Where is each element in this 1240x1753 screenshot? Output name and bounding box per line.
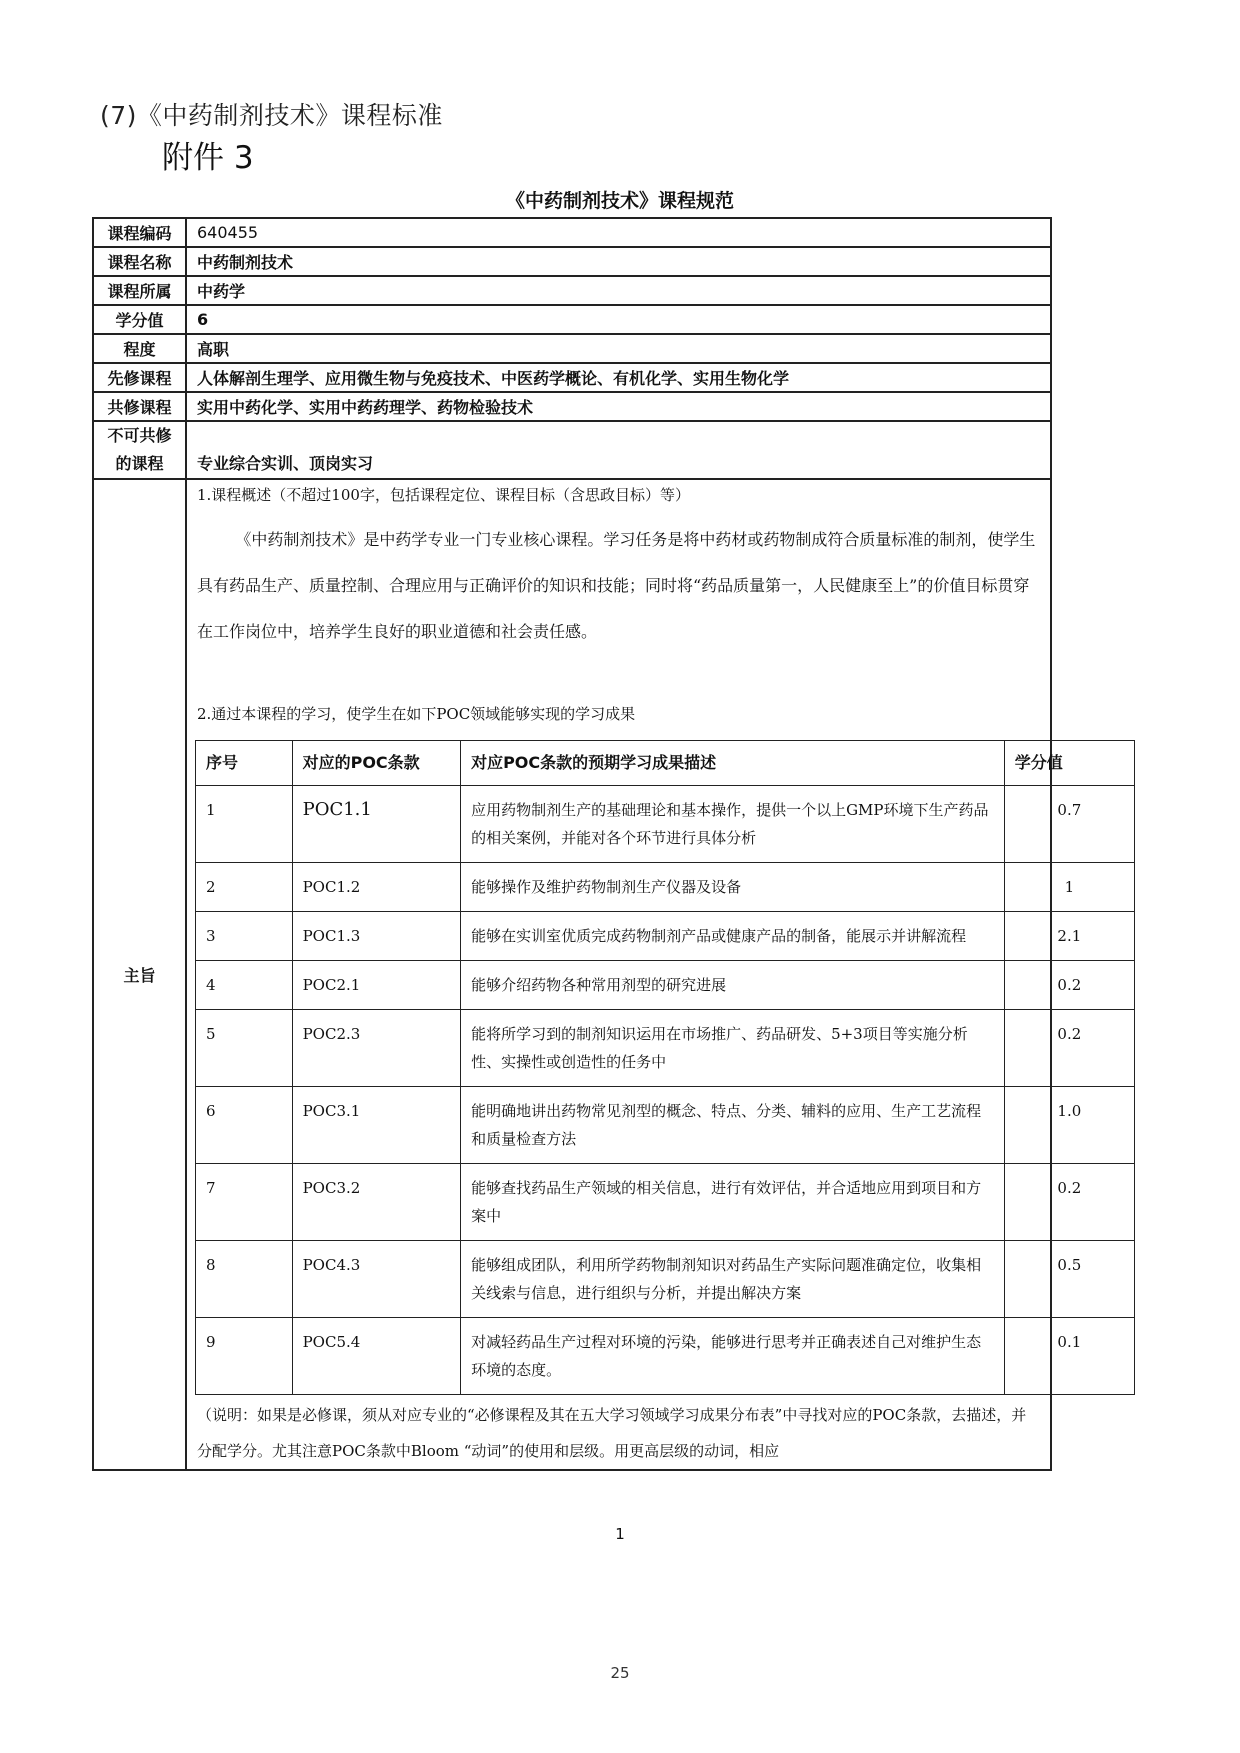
note-text: （说明：如果是必修课，须从对应专业的“必修课程及其在五大学习领域学习成果分布表”中寻找对应的POC条款，去描述，并分配学分。尤其注意POC条款中Bloom “动词”的使用和层级。用更高层级的动词，相应 bbox=[197, 1406, 1027, 1460]
poc-row bbox=[196, 1087, 1135, 1164]
info-row bbox=[93, 276, 1051, 305]
poc-cell-no: 8 bbox=[196, 1241, 293, 1318]
poc-cell-credit: 1.0 bbox=[1004, 1087, 1134, 1164]
section-heading: (7)《中药制剂技术》课程标准 bbox=[100, 101, 443, 130]
info-label: 课程所属 bbox=[93, 276, 186, 305]
poc-cell-no: 4 bbox=[196, 961, 293, 1010]
info-value: 640455 bbox=[186, 218, 1051, 247]
poc-cell-credit: 0.2 bbox=[1004, 1010, 1134, 1087]
poc-cell-credit: 0.2 bbox=[1004, 1164, 1134, 1241]
outcomes-heading: 2.通过本课程的学习，使学生在如下POC领域能够实现的学习成果 bbox=[197, 705, 636, 723]
info-value: 中药制剂技术 bbox=[186, 247, 1051, 276]
info-label: 课程名称 bbox=[93, 247, 186, 276]
poc-cell-poc: POC2.1 bbox=[292, 961, 460, 1010]
poc-cell-no: 2 bbox=[196, 863, 293, 912]
page-number-inner: 1 bbox=[615, 1525, 625, 1543]
no-co-label-line1: 不可共修 bbox=[107, 426, 172, 445]
poc-cell-poc: POC3.2 bbox=[292, 1164, 460, 1241]
poc-cell-poc: POC1.2 bbox=[292, 863, 460, 912]
poc-row bbox=[196, 912, 1135, 961]
attachment-label: 附件 3 bbox=[162, 140, 254, 176]
poc-row bbox=[196, 786, 1135, 863]
poc-cell-desc: 能够操作及维护药物制剂生产仪器及设备 bbox=[461, 863, 1005, 912]
info-label: 先修课程 bbox=[93, 363, 186, 392]
spec-title: 《中药制剂技术》课程规范 bbox=[505, 190, 734, 212]
info-row bbox=[93, 305, 1051, 334]
info-value: 高职 bbox=[186, 334, 1051, 363]
poc-row bbox=[196, 863, 1135, 912]
poc-cell-desc: 能将所学习到的制剂知识运用在市场推广、药品研发、5+3项目等实施分析性、实操性或创造性的任务中 bbox=[461, 1010, 1005, 1087]
main-content bbox=[186, 479, 1082, 1470]
info-row bbox=[93, 247, 1051, 276]
info-label: 程度 bbox=[93, 334, 186, 363]
poc-cell-no: 1 bbox=[196, 786, 293, 863]
info-value: 实用中药化学、实用中药药理学、药物检验技术 bbox=[186, 392, 1051, 421]
poc-row bbox=[196, 1010, 1135, 1087]
poc-header-desc: 对应POC条款的预期学习成果描述 bbox=[461, 741, 1005, 786]
poc-cell-desc: 能明确地讲出药物常见剂型的概念、特点、分类、辅料的应用、生产工艺流程和质量检查方法 bbox=[461, 1087, 1005, 1164]
poc-cell-credit: 2.1 bbox=[1004, 912, 1134, 961]
info-label: 共修课程 bbox=[93, 392, 186, 421]
poc-header-poc: 对应的POC条款 bbox=[292, 741, 460, 786]
poc-row bbox=[196, 1241, 1135, 1318]
poc-cell-no: 7 bbox=[196, 1164, 293, 1241]
no-co-label-line2: 的课程 bbox=[115, 454, 164, 473]
main-label: 主旨 bbox=[93, 479, 186, 1470]
poc-cell-credit: 0.1 bbox=[1004, 1318, 1134, 1395]
poc-table bbox=[195, 740, 1135, 1395]
overview-text: 《中药制剂技术》是中药学专业一门专业核心课程。学习任务是将中药材或药物制成符合质量标准的制剂，使学生具有药品生产、质量控制、合理应用与正确评价的知识和技能；同时将“药品质量第一，人民健康至上”的价值目标贯穿在工作岗位中，培养学生良好的职业道德和社会责任感。 bbox=[197, 530, 1036, 641]
no-co-value: 专业综合实训、顶岗实习 bbox=[186, 421, 1051, 479]
info-row bbox=[93, 218, 1051, 247]
poc-cell-no: 6 bbox=[196, 1087, 293, 1164]
info-value: 中药学 bbox=[186, 276, 1051, 305]
poc-row bbox=[196, 1164, 1135, 1241]
poc-cell-credit: 1 bbox=[1004, 863, 1134, 912]
poc-cell-no: 9 bbox=[196, 1318, 293, 1395]
poc-cell-poc: POC2.3 bbox=[292, 1010, 460, 1087]
poc-row bbox=[196, 961, 1135, 1010]
overview-heading: 1.课程概述（不超过100字，包括课程定位、课程目标（含思政目标）等） bbox=[197, 486, 690, 504]
poc-cell-poc: POC3.1 bbox=[292, 1087, 460, 1164]
poc-cell-desc: 能够介绍药物各种常用剂型的研究进展 bbox=[461, 961, 1005, 1010]
poc-cell-credit: 0.2 bbox=[1004, 961, 1134, 1010]
poc-cell-poc: POC1.3 bbox=[292, 912, 460, 961]
poc-cell-desc: 能够在实训室优质完成药物制剂产品或健康产品的制备，能展示并讲解流程 bbox=[461, 912, 1005, 961]
info-value: 6 bbox=[186, 305, 1051, 334]
info-row bbox=[93, 334, 1051, 363]
poc-cell-no: 5 bbox=[196, 1010, 293, 1087]
poc-cell-desc: 应用药物制剂生产的基础理论和基本操作，提供一个以上GMP环境下生产药品的相关案例，并能对各个环节进行具体分析 bbox=[461, 786, 1005, 863]
info-row bbox=[93, 363, 1051, 392]
page-number-outer: 25 bbox=[610, 1664, 630, 1682]
poc-cell-desc: 能够查找药品生产领域的相关信息，进行有效评估，并合适地应用到项目和方案中 bbox=[461, 1164, 1005, 1241]
poc-cell-desc: 对减轻药品生产过程对环境的污染，能够进行思考并正确表述自己对维护生态环境的态度。 bbox=[461, 1318, 1005, 1395]
info-row bbox=[93, 392, 1051, 421]
poc-cell-no: 3 bbox=[196, 912, 293, 961]
poc-cell-credit: 0.5 bbox=[1004, 1241, 1134, 1318]
poc-cell-poc: POC4.3 bbox=[292, 1241, 460, 1318]
no-co-label bbox=[93, 421, 186, 479]
course-spec-table bbox=[92, 217, 1082, 1471]
poc-header-credit: 学分值 bbox=[1004, 741, 1134, 786]
poc-cell-poc: POC1.1 bbox=[292, 786, 460, 863]
poc-row bbox=[196, 1318, 1135, 1395]
info-label: 课程编码 bbox=[93, 218, 186, 247]
poc-cell-credit: 0.7 bbox=[1004, 786, 1134, 863]
poc-header-no: 序号 bbox=[196, 741, 293, 786]
poc-cell-poc: POC5.4 bbox=[292, 1318, 460, 1395]
info-label: 学分值 bbox=[93, 305, 186, 334]
info-value: 人体解剖生理学、应用微生物与免疫技术、中医药学概论、有机化学、实用生物化学 bbox=[186, 363, 1051, 392]
poc-cell-desc: 能够组成团队，利用所学药物制剂知识对药品生产实际问题准确定位，收集相关线索与信息，进行组织与分析，并提出解决方案 bbox=[461, 1241, 1005, 1318]
